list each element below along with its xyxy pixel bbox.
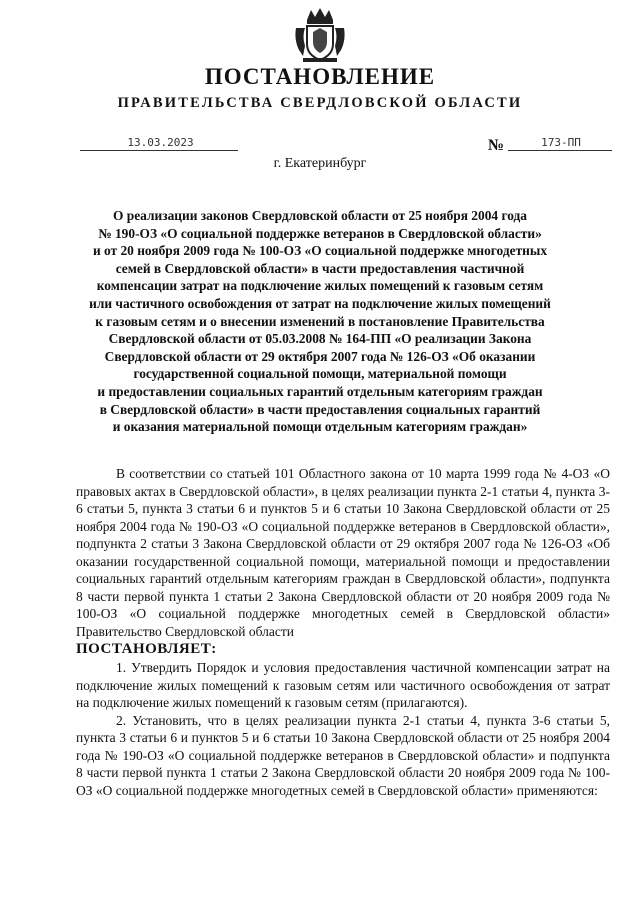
heading-line: и предоставлении социальных гарантий отдельным категориям граждан	[97, 383, 543, 399]
heading-line: семей в Свердловской области» в части предоставления частичной	[115, 260, 525, 276]
heading-line: в Свердловской области» в части предоставления социальных гарантий	[99, 401, 541, 417]
document-title: ПОСТАНОВЛЕНИЕ	[204, 64, 436, 89]
decree-keyword: ПОСТАНОВЛЯЕТ:	[76, 641, 217, 657]
heading-line: Свердловской области от 05.03.2008 № 164-ПП «О реализации Закона	[108, 331, 532, 347]
city-line: г. Екатеринбург	[273, 156, 367, 171]
heading-line: и от 20 ноября 2009 года № 100-ОЗ «О социальной поддержке многодетных	[92, 243, 548, 259]
heading-line: О реализации законов Свердловской области от 25 ноября 2004 года	[113, 208, 527, 223]
issuer-subtitle: ПРАВИТЕЛЬСТВА СВЕРДЛОВСКОЙ ОБЛАСТИ	[117, 95, 523, 111]
number-underline	[508, 150, 612, 151]
heading-line: к газовым сетям и о внесении изменений в постановление Правительства	[95, 313, 545, 329]
heading-line: № 190-ОЗ «О социальной поддержке ветеранов в Свердловской области»	[98, 225, 542, 241]
document-body	[76, 465, 610, 799]
document-date: 13.03.2023	[127, 136, 194, 149]
number-label: №	[488, 137, 505, 154]
heading-line: государственной социальной помощи, материальной помощи	[133, 366, 507, 382]
date-underline	[80, 150, 238, 151]
heading-line: и оказания материальной помощи отдельным категориям граждан»	[112, 419, 528, 435]
document-number: 173-ПП	[541, 136, 581, 149]
heading-line: или частичного освобождения от затрат на подключение жилых помещений	[89, 295, 551, 311]
heading-line: компенсации затрат на подключение жилых помещений к газовым сетям	[96, 278, 544, 294]
preamble-paragraph: В соответствии со статьей 101 Областного закона от 10 марта 1999 года № 4-ОЗ «О правовых актах в Свердловской области», в целях реализации пункта 2-1 статьи 4, пункта 3-6 статьи 5, пункта 3 статьи 6 и пунктов 5 и 6 статьи 10 Закона Свердловской области от 25 ноября 2004 года № 190-ОЗ «О социальной поддержке ветеранов в Свердловской области», подпункта 2 статьи 3 Закона Свердловской области от 29 октября 2007 года № 126-ОЗ «Об оказании государственной социальной помощи, материальной помощи и предоставлении социальных гарантий отдельным категориям граждан в Свердловской области», подпункта 8 части первой пункта 1 статьи 2 Закона Свердловской области от 20 ноября 2009 года № 100-ОЗ «О социальной поддержке многодетных семей в Свердловской области» Правительство Свердловской области	[76, 466, 610, 639]
clause-1: 1. Утвердить Порядок и условия предоставления частичной компенсации затрат на подключение жилых помещений к газовым сетям или частичного освобождения от затрат на подключение жилых помещений к газовым сетям (прилагаются).	[76, 660, 610, 710]
heading-line: Свердловской области от 29 октября 2007 года № 126-ОЗ «Об оказании	[104, 348, 536, 364]
document-heading	[60, 207, 580, 436]
coat-of-arms-emblem	[293, 6, 347, 64]
clause-2: 2. Установить, что в целях реализации пункта 2-1 статьи 4, пункта 3-6 статьи 5, пункта 3 статьи 6 и пунктов 5 и 6 статьи 10 Закона Свердловской области от 25 ноября 2004 года № 190-ОЗ «О социальной поддержке ветеранов в Свердловской области» и подпункта 8 части первой пункта 1 статьи 2 Закона Свердловской области 20 ноября 2009 года № 100-ОЗ «О социальной поддержке многодетных семей в Свердловской области» применяются:	[76, 712, 610, 798]
